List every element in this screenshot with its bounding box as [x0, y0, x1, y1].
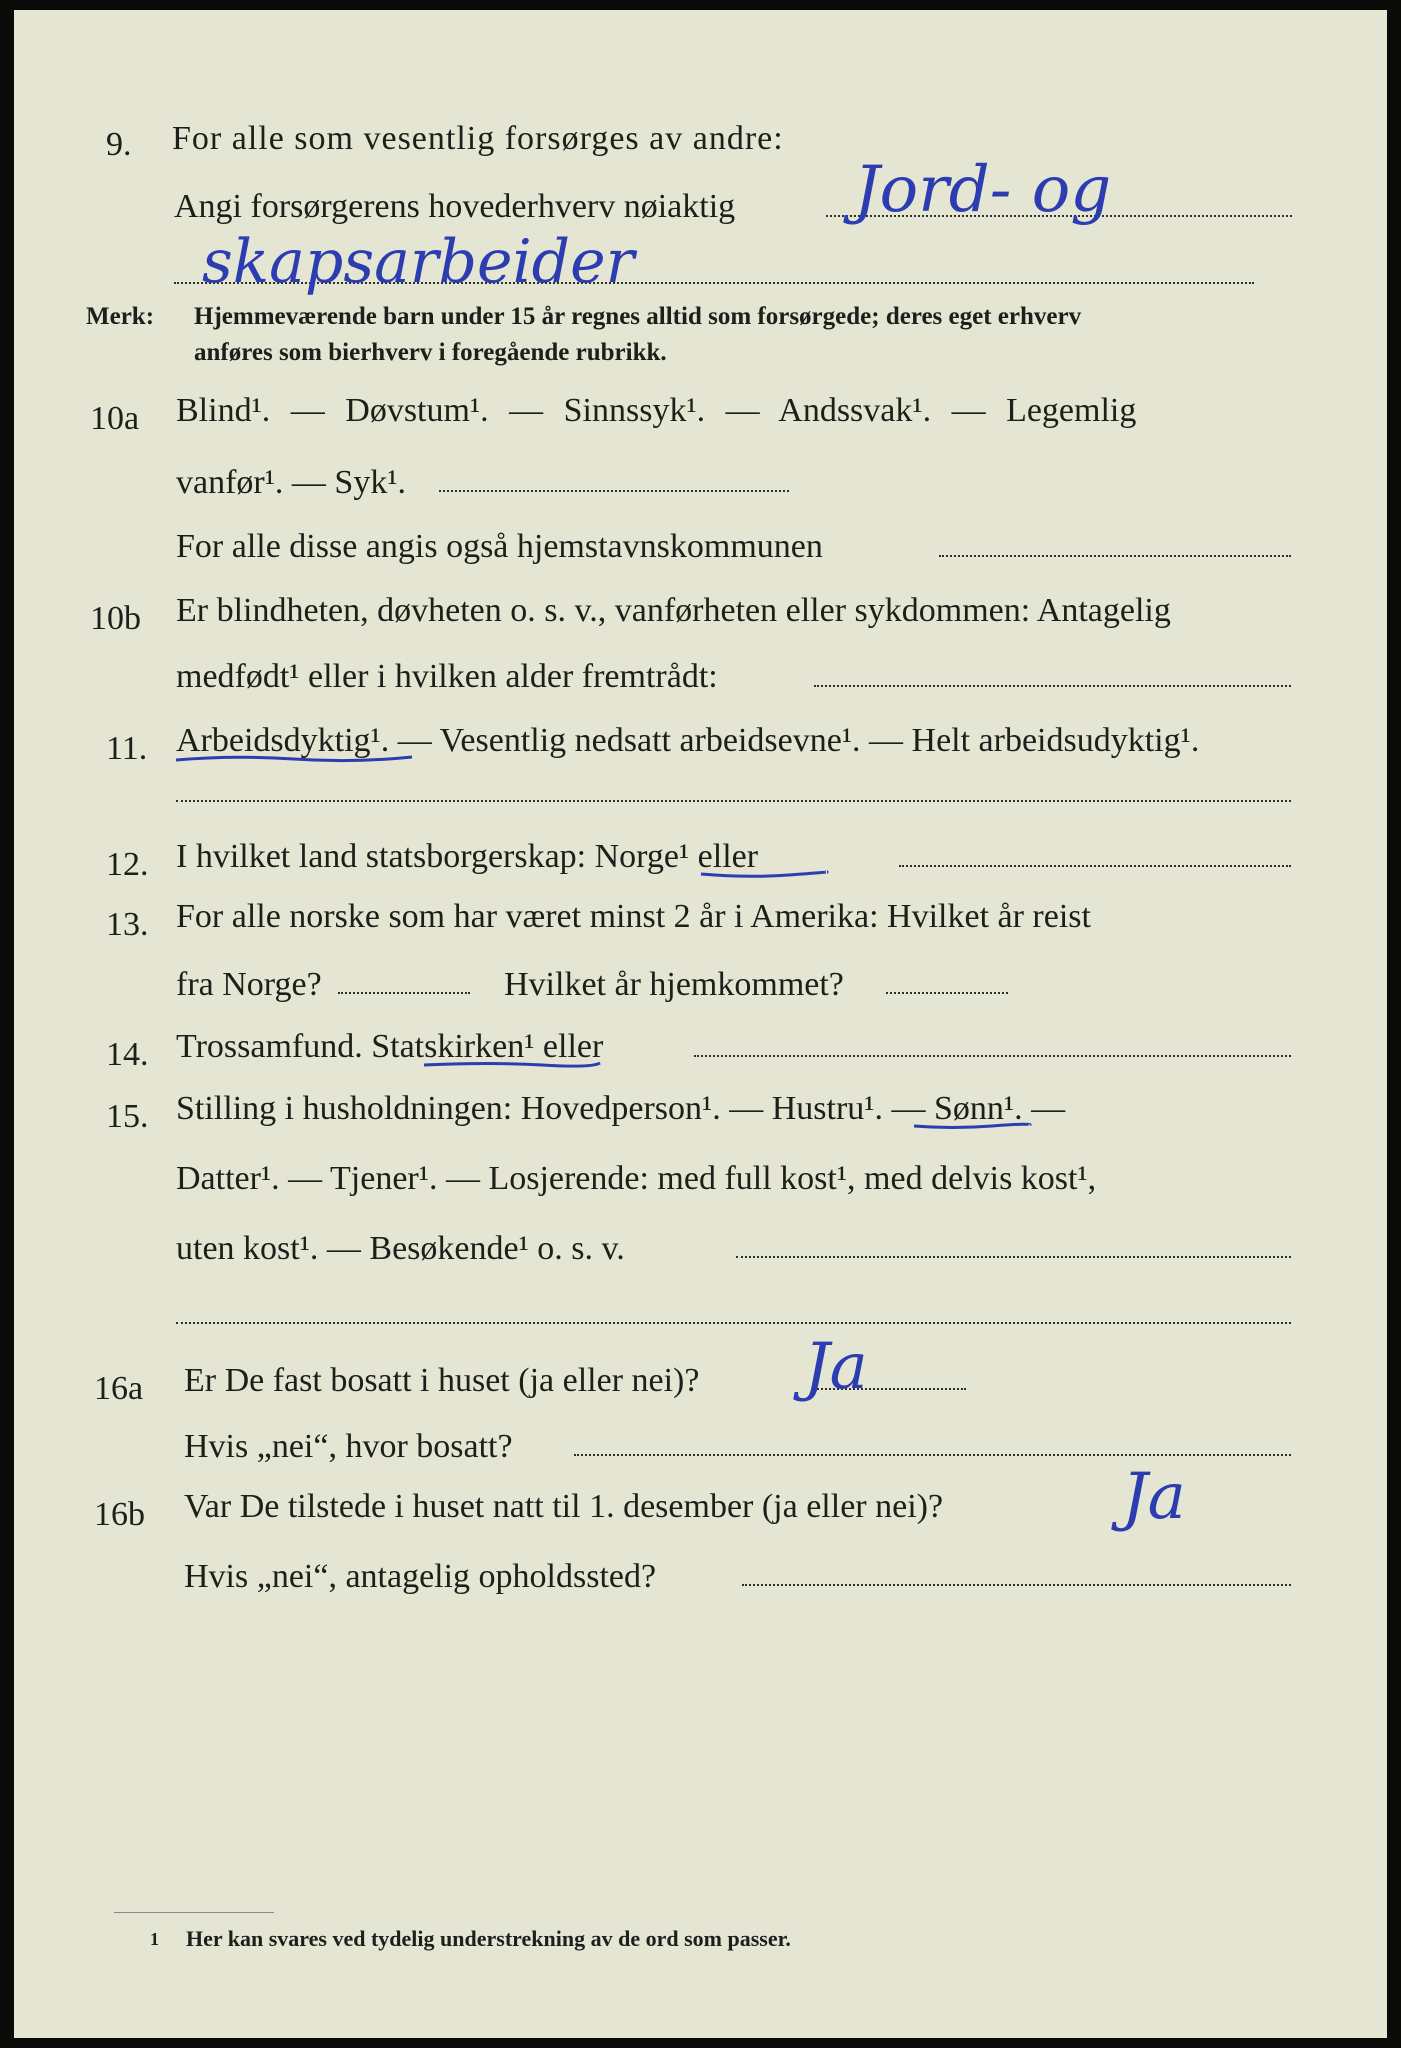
q10b-fill-line [814, 685, 1291, 687]
census-form-page [14, 10, 1387, 2038]
footnote-rule [114, 1912, 274, 1913]
q9-handwritten-answer-a: Jord- og [854, 153, 1112, 227]
q14-option-statskirken[interactable]: Statskirken¹ [371, 1028, 535, 1065]
q14-number: 14. [106, 1036, 149, 1073]
q13-line2b: Hvilket år hjemkommet? [504, 966, 844, 1003]
q15-line2: Datter¹. — Tjener¹. — Losjerende: med full kost¹, med delvis kost¹, [176, 1160, 1097, 1197]
q9-handwritten-answer-b: skapsarbeider [202, 227, 635, 297]
q10a-fill-line-2 [939, 555, 1291, 557]
q15-prefix: Stilling i husholdningen: Hovedperson¹. — [176, 1090, 772, 1127]
merk-line1: Hjemmeværende barn under 15 år regnes alltid som forsørgede; deres eget erhverv [194, 303, 1082, 330]
q15-option-hustru[interactable]: Hustru¹. [771, 1090, 883, 1127]
q16a-number: 16a [94, 1370, 144, 1407]
q15-number: 15. [106, 1098, 149, 1135]
q11-number: 11. [106, 730, 148, 767]
q11-option-arbeidsdyktig[interactable]: Arbeidsdyktig¹. [176, 722, 390, 759]
q14-suffix: eller [534, 1028, 604, 1065]
q12-handwritten-underline [699, 868, 829, 878]
q11-fill-line [176, 800, 1291, 802]
q13-line1: For alle norske som har været minst 2 år i Amerika: Hvilket år reist [176, 898, 1091, 935]
q16a-line1: Er De fast bosatt i huset (ja eller nei)? [184, 1362, 700, 1399]
q16b-line1: Var De tilstede i huset natt til 1. desember (ja eller nei)? [184, 1488, 944, 1525]
footnote-mark: 1 [150, 1929, 159, 1949]
q15-line3: uten kost¹. — Besøkende¹ o. s. v. [176, 1230, 625, 1267]
footnote-text: Her kan svares ved tydelig understrekning av de ord som passer. [186, 1926, 791, 1951]
q10b-number: 10b [90, 600, 141, 637]
merk-label: Merk: [86, 303, 155, 330]
q12-fill-line [899, 865, 1291, 867]
q15-suffix: — Sønn¹. — [882, 1090, 1066, 1127]
q16a-fill-line-2 [574, 1454, 1291, 1456]
q11-rest: — Vesentlig nedsatt arbeidsevne¹. — Helt arbeidsudyktig¹. [389, 722, 1200, 759]
q14-handwritten-underline [422, 1058, 602, 1068]
q10a-line2: vanfør¹. — Syk¹. [176, 464, 407, 501]
q16b-line2: Hvis „nei“, antagelig opholdssted? [184, 1558, 657, 1595]
q10a-fill-line [439, 490, 789, 492]
q12-suffix: eller [689, 838, 759, 875]
q14-fill-line [694, 1055, 1291, 1057]
q10b-line1: Er blindheten, døvheten o. s. v., vanførheten eller sykdommen: Antagelig [176, 592, 1171, 629]
q10b-line2: medfødt¹ eller i hvilken alder fremtrådt: [176, 658, 718, 695]
merk-line2: anføres som bierhverv i foregående rubrikk. [194, 339, 667, 366]
q12-line [176, 840, 758, 874]
q13-line2a: fra Norge? [176, 966, 322, 1003]
q10a-number: 10a [90, 400, 140, 437]
q16b-number: 16b [94, 1496, 145, 1533]
q10a-line1: Blind¹. — Døvstum¹. — Sinnssyk¹. — Andssvak¹. — Legemlig [176, 392, 1137, 429]
q12-prefix: I hvilket land statsborgerskap: [176, 838, 587, 875]
q15-fill-line-2 [176, 1322, 1291, 1324]
q16b-handwritten-answer: Ja [1122, 1460, 1186, 1534]
q16b-fill-line [742, 1584, 1291, 1586]
q16a-handwritten-answer: Ja [804, 1330, 868, 1404]
q12-number: 12. [106, 846, 149, 883]
q15-fill-line [736, 1256, 1291, 1258]
q16a-line2: Hvis „nei“, hvor bosatt? [184, 1428, 513, 1465]
q12-option-norge[interactable]: Norge¹ [594, 838, 690, 875]
q10a-line3: For alle disse angis også hjemstavnskommunen [176, 528, 823, 565]
q13-number: 13. [106, 906, 149, 943]
q15-handwritten-underline [912, 1120, 1032, 1130]
q13-fill-line-a [338, 992, 470, 994]
q9-line2: Angi forsørgerens hovederhverv nøiaktig [174, 188, 736, 225]
q9-line1: For alle som vesentlig forsørges av andre: [172, 120, 784, 157]
q9-number: 9. [106, 126, 132, 163]
q13-fill-line-b [886, 992, 1008, 994]
q11-handwritten-underline [174, 752, 414, 762]
q14-prefix: Trossamfund. [176, 1028, 363, 1065]
